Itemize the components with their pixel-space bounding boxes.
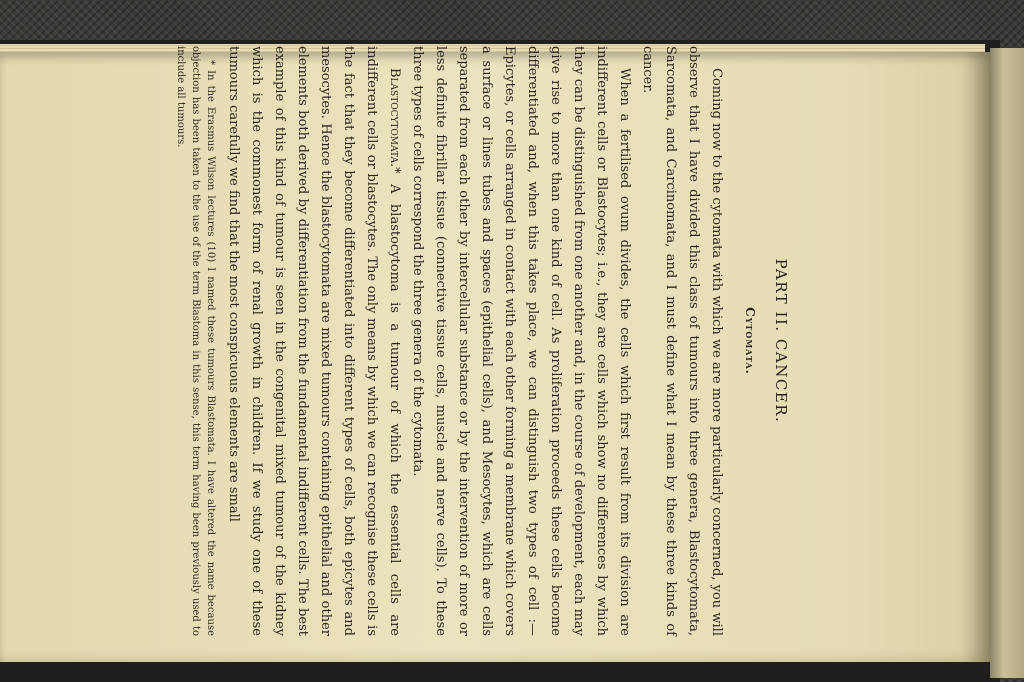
blastocytomata-text: A blastocytoma is a tumour of which the essential cells are indifferent cells or blastocytes. The only means by which we can recognise these cells is the fact that they become differentiated into different types of cells, both epicytes and mesocytes. Hence the blastocytomata are mixed tumours containing epithelial and other elements both derived by differentiation from the fundamental indifferent cells. The best example of this kind of tumour is seen in the congenital mixed tumour of the kidney which is the commonest form of renal growth in children. If we study one of these tumours carefully we find that the most conspicuous elements are small [226, 46, 402, 636]
page-text-block [172, 46, 792, 636]
paragraph-blastocytomata [222, 46, 406, 636]
footnote: * In the Erasmus Wilson lectures (10) I named these tumours Blastomata. I have altered the name because objection has been taken to the use of the term Blastoma in this sense, this term having been previously used to include all tumours. [175, 46, 216, 636]
page-gutter-shadow [960, 52, 990, 662]
paragraph-intro: Coming now to the cytomata with which we are more particularly concerned, you will observe that I have divided this class of tumours into three genera, Blastocytomata, Sarcomata, and Carcinomata, and I must define what I mean by these three kinds of cancer. [640, 46, 724, 636]
blastocytomata-heading: Blastocytomata.* [387, 68, 402, 174]
part-title: PART II. CANCER. [772, 258, 790, 424]
section-title: Cytomata. [743, 307, 757, 375]
facing-page-edge [990, 48, 1024, 678]
paragraph-cell-types: When a fertilised ovum divides, the cells which first result from its division are indifferent cells or Blastocytes; i.e., they are cells which show no differences by which they can be distinguished from one another and, in the course of development, each may give rise to more than one kind of cell. As proliferation proceeds these cells become differentiated and, when this takes place, we can distinguish two types of cell :—Epicytes, or cells arranged in contact with each other forming a membrane which covers a surface or lines tubes and spaces (epithelial cells), and Mesocytes, which are cells separated from each other by intercellular substance or by the intervention of more or less definite fibrillar tissue (connective tissue cells, muscle and nerve cells). To these three types of cells correspond the three genera of the cytomata. [410, 46, 632, 636]
